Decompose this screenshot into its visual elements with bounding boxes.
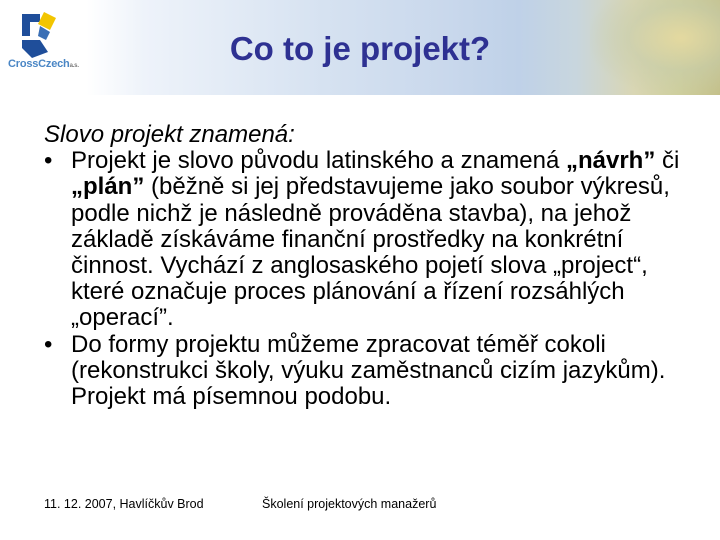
bullet-marker: • <box>44 330 53 358</box>
logo-suffix: a.s. <box>69 63 79 69</box>
term-navrh: „návrh” <box>565 147 656 175</box>
bullet-marker: • <box>44 147 53 175</box>
bullet2-text: Do formy projektu můžeme zpracovat téměř cokoli (rekonstrukci školy, výuku zaměstnanců cizím jazykům). Projekt má písemnou podobu. <box>71 330 666 411</box>
logo-name: CrossCzech <box>8 58 70 70</box>
term-plan: „plán” <box>71 173 145 201</box>
bullet1-mid: či <box>655 147 680 175</box>
header-banner <box>0 0 720 95</box>
page-title: Co to je projekt? <box>229 30 491 67</box>
bullet-item-2 <box>44 332 694 411</box>
bullet1-rest: (běžně si jej představujeme jako soubor výkresů, podle nichž je následně prováděna stavba), na jehož základě získáváme finanční prostředky na konkrétní činnost. Vychází z anglosaského pojetí slova „project“, které označuje proces plánování a řízení rozsáhlých „operací”. <box>71 173 670 332</box>
bullet-item-1 <box>44 148 694 331</box>
slide-content <box>44 122 694 410</box>
footer-event: Školení projektových manažerů <box>262 497 437 511</box>
bullet1-lead: Projekt je slovo původu latinského a znamená <box>71 147 560 175</box>
intro-heading: Slovo projekt znamená: <box>44 121 295 148</box>
footer-date-place: 11. 12. 2007, Havlíčkův Brod <box>44 497 204 511</box>
